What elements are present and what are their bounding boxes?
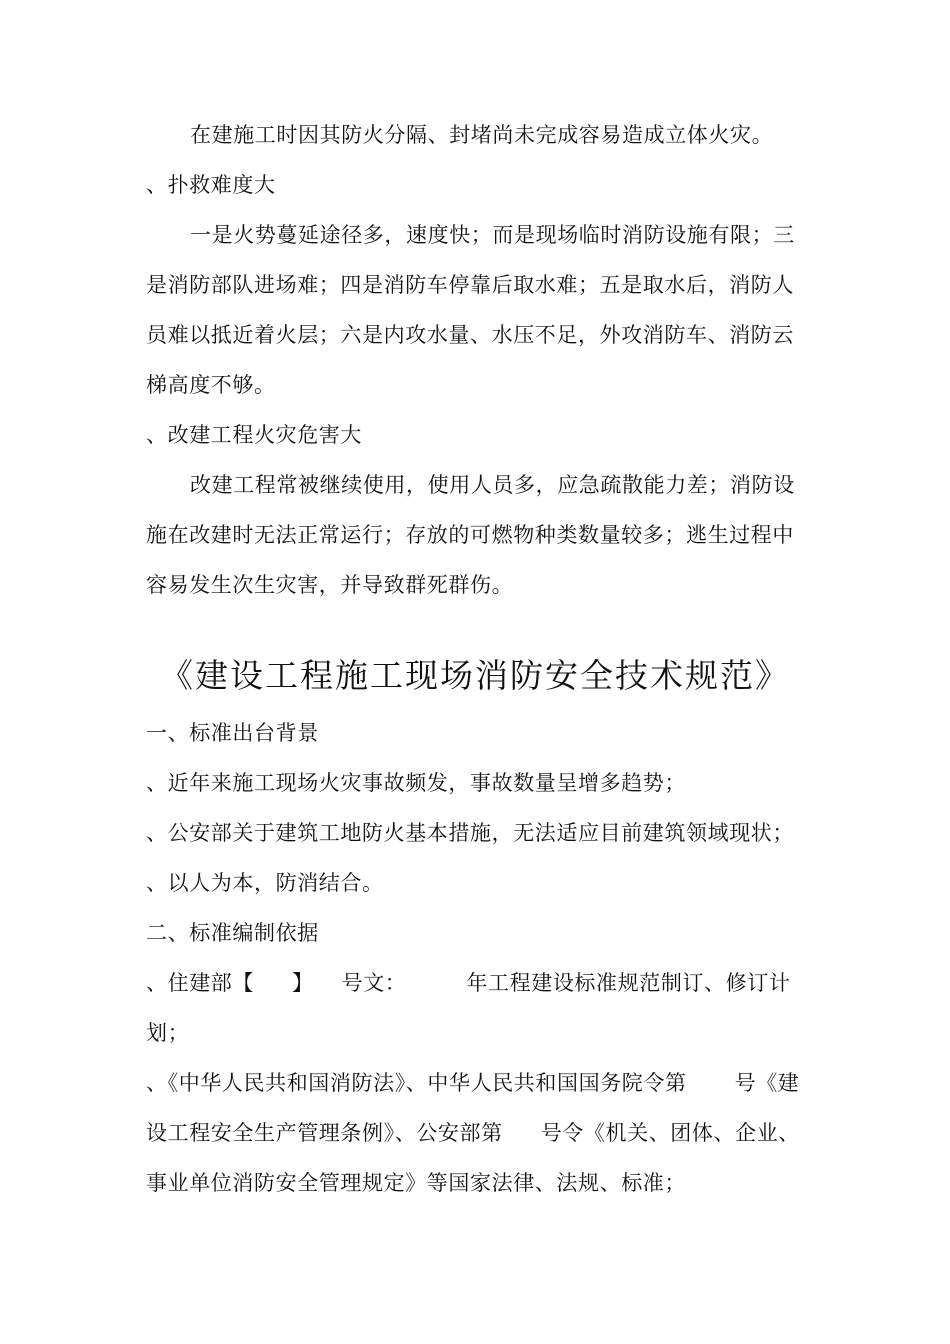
list-item-text: 】 [292, 971, 314, 995]
list-item [146, 1068, 811, 1098]
list-item-text: 号《建 [734, 1071, 800, 1095]
paragraph-line: 一是火势蔓延途径多，速度快；而是现场临时消防设施有限；三 [190, 223, 795, 247]
paragraph-line: 容易发生次生灾害，并导致群死群伤。 [146, 573, 514, 597]
paragraph-line: 在建施工时因其防火分隔、封堵尚未完成容易造成立体火灾。 [190, 123, 774, 147]
paragraph-line: 改建工程常被继续使用，使用人员多，应急疏散能力差；消防设 [190, 473, 795, 497]
section-heading: 二、标准编制依据 [146, 921, 319, 945]
list-item: 、公安部关于建筑工地防火基本措施，无法适应目前建筑领域现状； [146, 821, 794, 845]
section-heading: 、改建工程火灾危害大 [146, 423, 362, 447]
list-item-text: 、住建部【 [146, 971, 254, 995]
list-item-text: 设工程安全生产管理条例》、公安部第 [146, 1121, 503, 1145]
document-title: 《建设工程施工现场消防安全技术规范》 [160, 656, 790, 695]
list-item: 、以人为本，防消结合。 [146, 871, 384, 895]
list-item-continuation: 事业单位消防安全管理规定》等国家法律、法规、标准； [146, 1171, 686, 1195]
section-heading: 、扑救难度大 [146, 173, 276, 197]
list-item: 、近年来施工现场火灾事故频发，事故数量呈增多趋势； [146, 771, 686, 795]
paragraph-line: 施在改建时无法正常运行；存放的可燃物种类数量较多；逃生过程中 [146, 523, 794, 547]
list-item-text: 号令《机关、团体、企业、 [540, 1121, 800, 1145]
list-item-continuation [146, 1118, 811, 1148]
list-item-text: 年工程建设标准规范制订、修订计 [466, 971, 791, 995]
list-item-text: 、《中华人民共和国消防法》、中华人民共和国国务院令第 [146, 1071, 687, 1095]
paragraph-line: 梯高度不够。 [146, 373, 276, 397]
list-item-continuation: 划； [146, 1021, 190, 1045]
paragraph-line: 是消防部队进场难；四是消防车停靠后取水难；五是取水后，消防人 [146, 273, 794, 297]
list-item [146, 968, 811, 998]
list-item-text: 号文： [341, 971, 407, 995]
paragraph-line: 员难以抵近着火层；六是内攻水量、水压不足，外攻消防车、消防云 [146, 323, 794, 347]
section-heading: 一、标准出台背景 [146, 721, 319, 745]
